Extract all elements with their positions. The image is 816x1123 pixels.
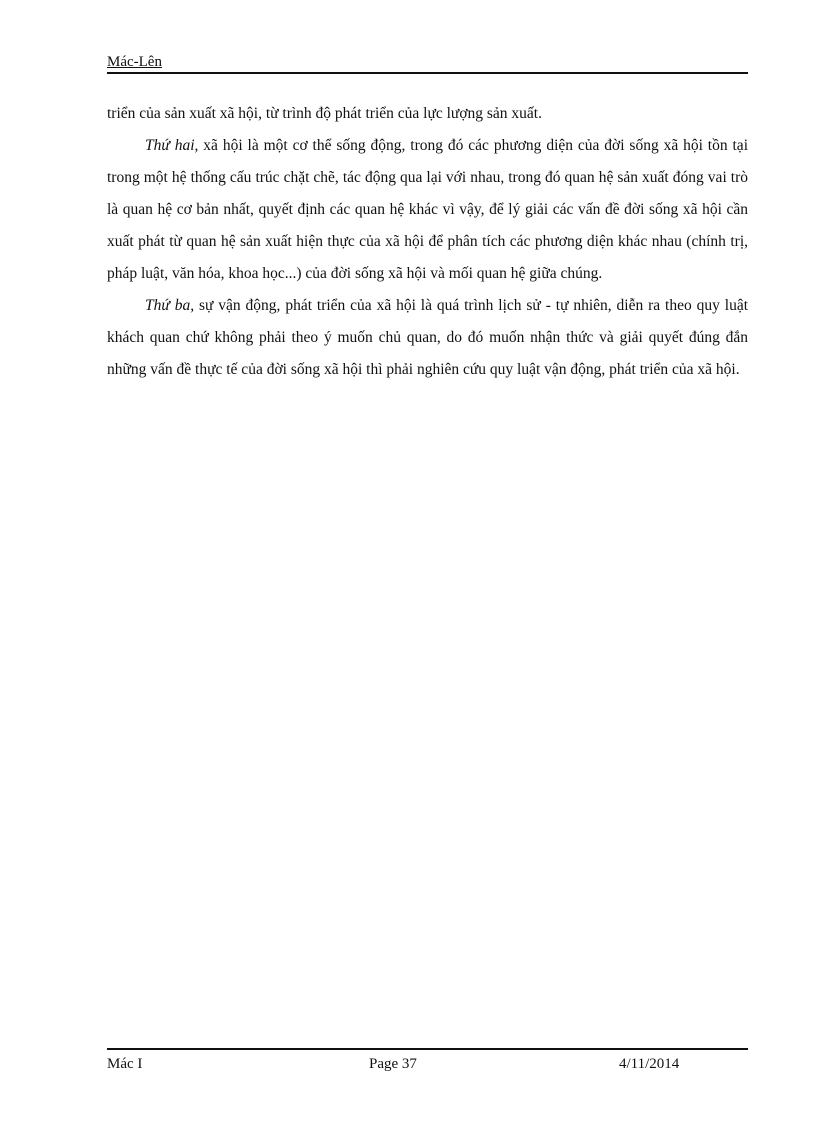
paragraph-lead: Thứ hai, bbox=[145, 137, 199, 154]
header-title: Mác-Lên bbox=[107, 54, 162, 70]
paragraph-thu-hai bbox=[107, 130, 748, 290]
footer-left-text: Mác I bbox=[107, 1056, 143, 1072]
paragraph-text: triển của sản xuất xã hội, từ trình độ phát triển của lực lượng sản xuất. bbox=[107, 105, 542, 122]
paragraph-text: xã hội là một cơ thể sống động, trong đó các phương diện của đời sống xã hội tồn tại trong một hệ thống cấu trúc chặt chẽ, tác động qua lại với nhau, trong đó quan hệ sản xuất đóng vai trò là quan hệ cơ bản nhất, quyết định các quan hệ khác vì vậy, để lý giải các vấn đề đời sống xã hội cần xuất phát từ quan hệ sản xuất hiện thực của xã hội để phân tích các phương diện khác nhau (chính trị, pháp luật, văn hóa, khoa học...) của đời sống xã hội và mối quan hệ giữa chúng. bbox=[107, 137, 748, 282]
paragraph-lead: Thứ ba, bbox=[145, 297, 195, 314]
footer-rule bbox=[107, 1048, 748, 1050]
paragraph-continuation bbox=[107, 98, 748, 130]
footer-row bbox=[107, 1056, 748, 1074]
paragraph-text: sự vận động, phát triển của xã hội là quá trình lịch sử - tự nhiên, diễn ra theo quy luật khách quan chứ không phải theo ý muốn chủ quan, do đó muốn nhận thức và giải quyết đúng đắn những vấn đề thực tế của đời sống xã hội thì phải nghiên cứu quy luật vận động, phát triển của xã hội. bbox=[107, 297, 749, 378]
footer-date: 4/11/2014 bbox=[619, 1056, 680, 1072]
page-number: Page 37 bbox=[369, 1056, 417, 1072]
header-rule bbox=[107, 72, 748, 74]
paragraph-thu-ba bbox=[107, 290, 748, 386]
body-text bbox=[107, 98, 748, 386]
page-header bbox=[107, 52, 748, 72]
